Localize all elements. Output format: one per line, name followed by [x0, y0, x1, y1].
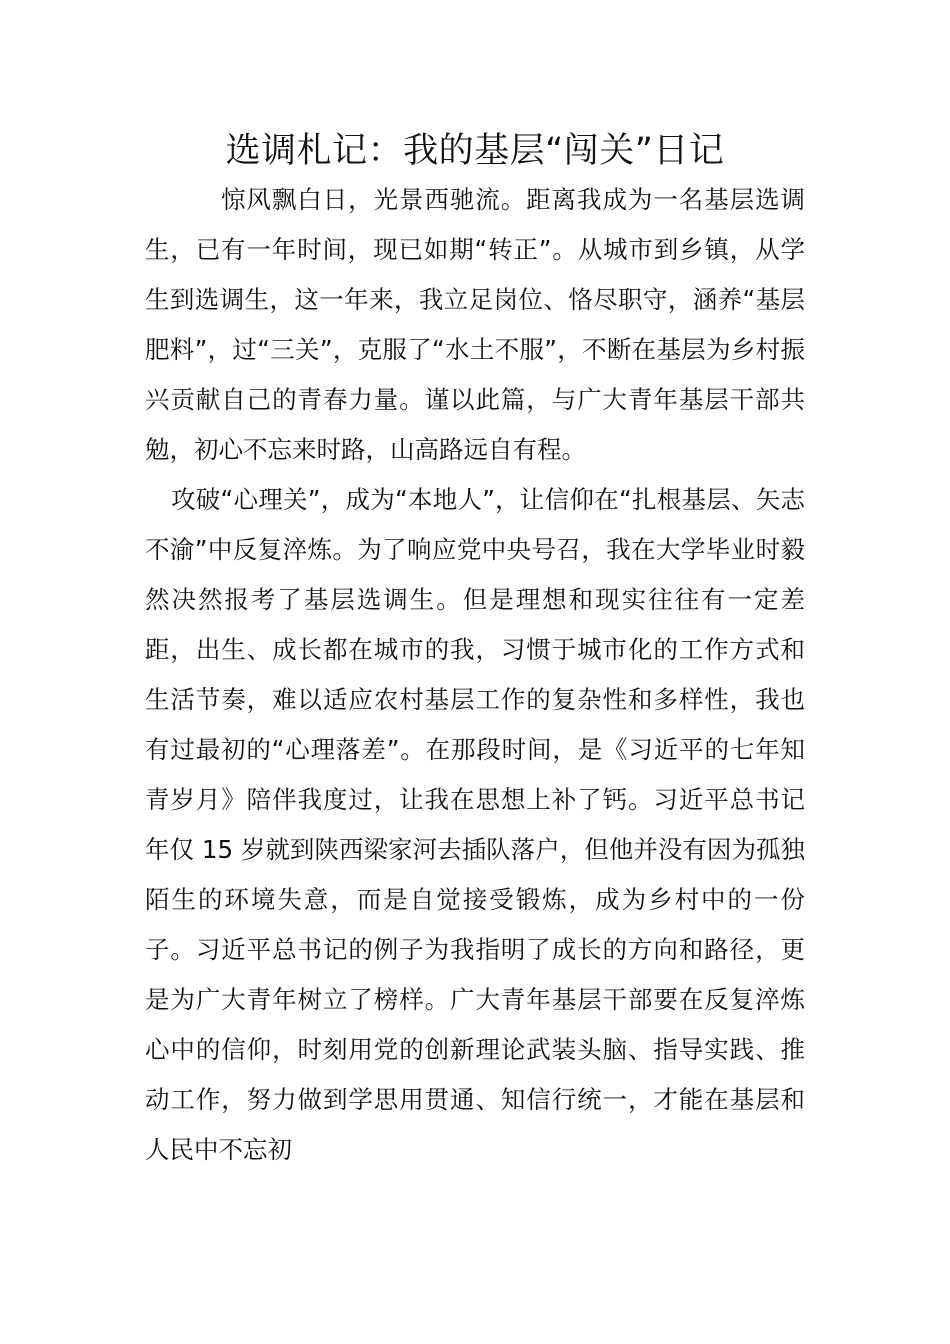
- document-body: [145, 175, 805, 1175]
- paragraph-psychology-pass: 攻破“心理关”，成为“本地人”，让信仰在“扎根基层、矢志不渝”中反复淬炼。为了响应党中央号召，我在大学毕业时毅然决然报考了基层选调生。但是理想和现实往往有一定差距，出生、成长都在城市的我，习惯于城市化的工作方式和生活节奏，难以适应农村基层工作的复杂性和多样性，我也有过最初的“心理落差”。在那段时间，是《习近平的七年知青岁月》陪伴我度过，让我在思想上补了钙。习近平总书记年仅 15 岁就到陕西梁家河去插队落户，但他并没有因为孤独陌生的环境失意，而是自觉接受锻炼，成为乡村中的一份子。习近平总书记的例子为我指明了成长的方向和路径，更是为广大青年树立了榜样。广大青年基层干部要在反复淬炼心中的信仰，时刻用党的创新理论武装头脑、指导实践、推动工作，努力做到学思用贯通、知信行统一，才能在基层和人民中不忘初: [145, 485, 805, 1164]
- document-title: 选调札记：我的基层“闯关”日记: [225, 131, 725, 171]
- paragraph-intro: 惊风飘白日，光景西驰流。距离我成为一名基层选调生，已有一年时间，现已如期“转正”。从城市到乡镇，从学生到选调生，这一年来，我立足岗位、恪尽职守，涵养“基层肥料”，过“三关”，克服了“水土不服”，不断在基层为乡村振兴贡献自己的青春力量。谨以此篇，与广大青年基层干部共勉，初心不忘来时路，山高路远自有程。: [145, 185, 805, 464]
